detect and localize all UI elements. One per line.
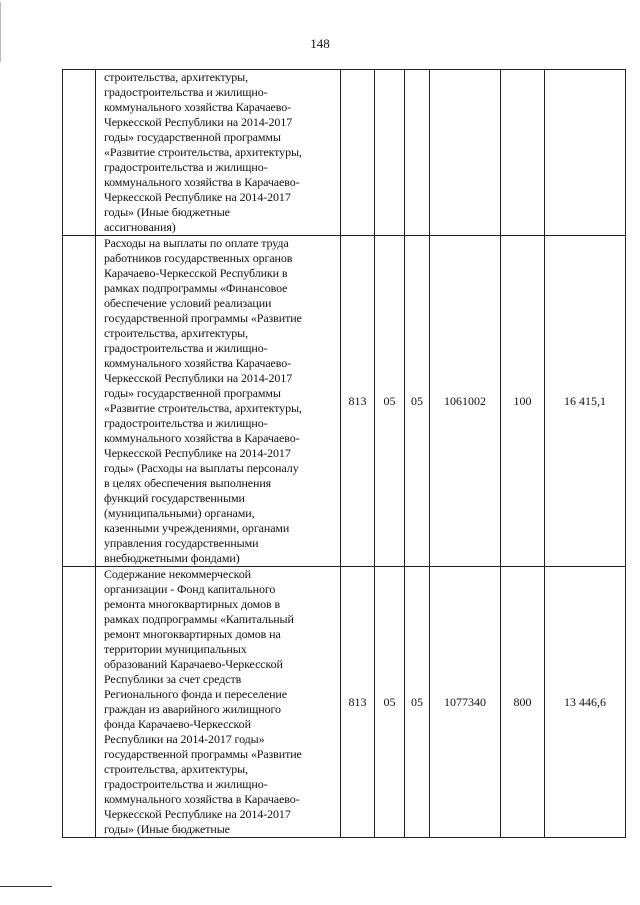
ministry-code-cell	[341, 70, 375, 236]
empty-number-cell	[63, 70, 96, 236]
empty-number-cell	[63, 236, 96, 567]
amount-cell: 16 415,1	[545, 236, 626, 567]
expense-type-cell	[501, 70, 545, 236]
page-number: 148	[310, 36, 330, 51]
scan-artifact	[0, 2, 1, 62]
target-article-cell: 1061002	[430, 236, 501, 567]
row-description: строительства, архитектуры, градостроительства и жилищно- коммунального хозяйства Карачаево- Черкесской Республики на 2014-2017 годы» государственной программы «Развитие строительства, архитектуры, градостроительства и жилищно- коммунального хозяйства в Карачаево- Черкесской Республике на 2014-2017 годы» (Иные бюджетные ассигнования)	[104, 70, 302, 234]
subsection-code-cell: 05	[405, 567, 430, 838]
section-code-cell	[375, 70, 405, 236]
row-description: Содержание некоммерческой организации - Фонд капитального ремонта многоквартирных домов в рамках подпрограммы «Капитальный ремонт многоквартирных домов на территории муниципальных образований Карачаево-Черкесской Республики за счет средств Регионального фонда и переселение граждан из аварийного жилищного фонда Карачаево-Черкесской Республики на 2014-2017 годы» государственной программы «Развитие строительства, архитектуры, градостроительства и жилищно- коммунального хозяйства в Карачаево- Черкесской Республике на 2014-2017 годы» (Иные бюджетные	[104, 567, 302, 836]
subsection-code-cell: 05	[405, 236, 430, 567]
section-code-cell: 05	[375, 567, 405, 838]
target-article-cell: 1077340	[430, 567, 501, 838]
empty-number-cell	[63, 567, 96, 838]
amount-cell: 13 446,6	[545, 567, 626, 838]
description-cell	[96, 567, 341, 838]
scan-artifact	[0, 886, 52, 887]
table-row	[63, 70, 626, 236]
description-cell	[96, 236, 341, 567]
budget-table	[62, 69, 626, 838]
expense-type-cell: 100	[501, 236, 545, 567]
table-row	[63, 236, 626, 567]
section-code-cell: 05	[375, 236, 405, 567]
ministry-code-cell: 813	[341, 567, 375, 838]
subsection-code-cell	[405, 70, 430, 236]
description-cell	[96, 70, 341, 236]
table-row	[63, 567, 626, 838]
expense-type-cell: 800	[501, 567, 545, 838]
ministry-code-cell: 813	[341, 236, 375, 567]
row-description: Расходы на выплаты по оплате труда работников государственных органов Карачаево-Черкесской Республики в рамках подпрограммы «Финансовое обеспечение условий реализации государственной программы «Развитие строительства, архитектуры, градостроительства и жилищно- коммунального хозяйства Карачаево- Черкесской Республики на 2014-2017 годы» государственной программы «Развитие строительства, архитектуры, градостроительства и жилищно- коммунального хозяйства в Карачаево- Черкесской Республике на 2014-2017 годы» (Расходы на выплаты персоналу в целях обеспечения выполнения функций государственными (муниципальными) органами, казенными учреждениями, органами управления государственными внебюджетными фондами)	[104, 236, 302, 565]
amount-cell	[545, 70, 626, 236]
target-article-cell	[430, 70, 501, 236]
